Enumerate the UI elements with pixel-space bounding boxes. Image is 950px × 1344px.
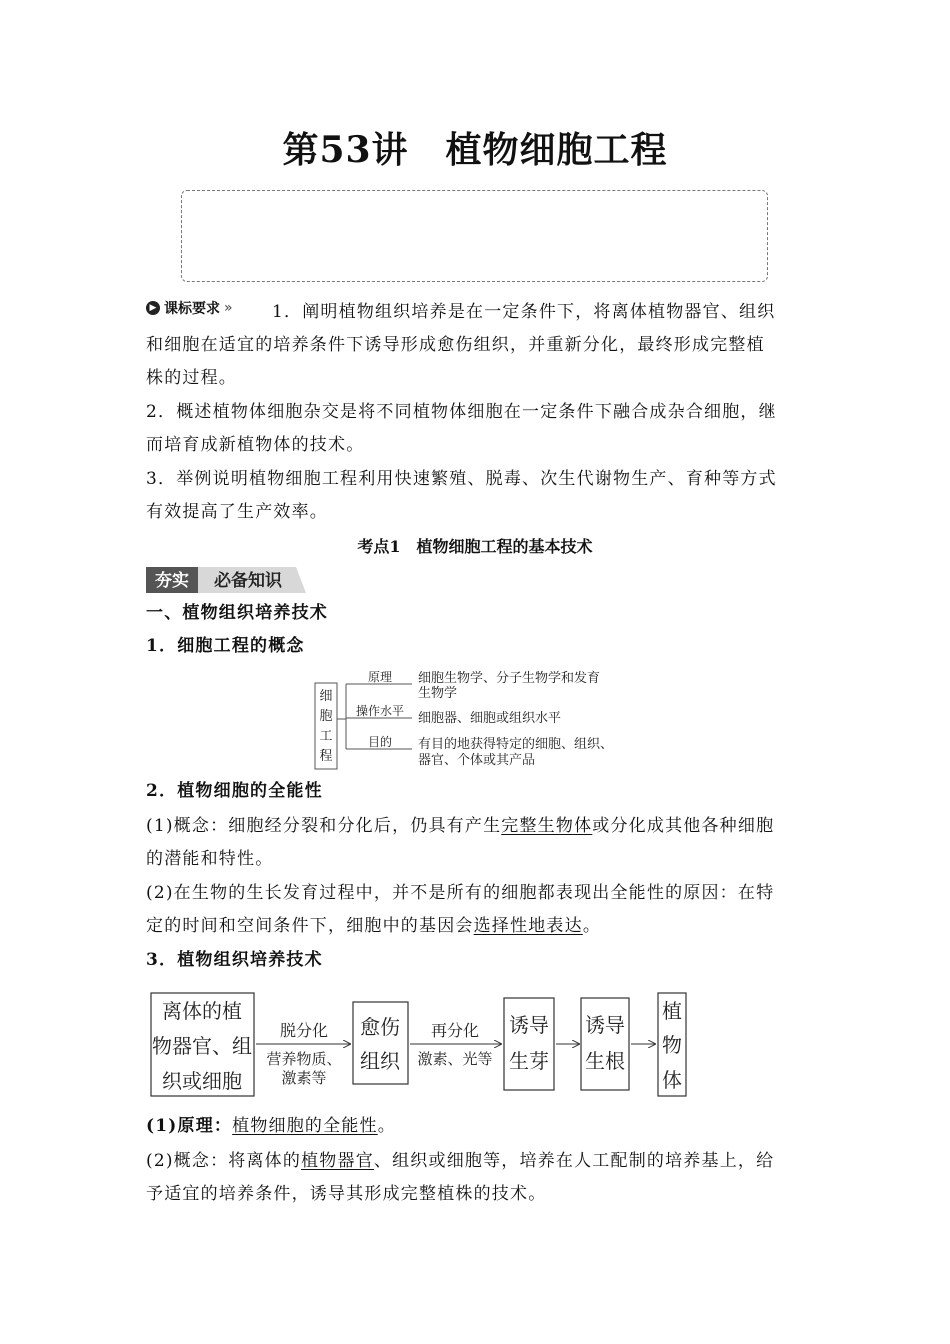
arrow1-top-label: 脱分化 [279,1021,329,1040]
branch-text-purpose-1: 有目的地获得特定的细胞、组织、 [418,737,614,752]
para-2-line-1: (2)在生物的生长发育过程中，并不是所有的细胞都表现出全能性的原因：在特 [146,883,775,903]
double-chevron-icon: » [224,300,233,316]
branch-text-principle-2: 生物学 [418,686,458,701]
box3-line-1: 诱导 [509,1013,549,1037]
branch-text-level-1: 细胞器、细胞或组织水平 [418,711,562,726]
arrow1-bottom-label-2: 激素等 [281,1069,327,1087]
root-char-2: 胞 [319,709,333,724]
para-3-text-b: 。 [377,1116,396,1136]
para-1-underline: 完整生物体 [501,816,593,836]
arrow2-top-label: 再分化 [430,1021,480,1040]
requirements-tag [146,298,233,318]
root-char-4: 程 [319,749,333,764]
sub-heading-3: 3．植物组织培养技术 [146,950,323,970]
sub-heading-2: 2．植物细胞的全能性 [146,781,323,801]
para-2-underline: 选择性地表达 [473,916,583,936]
req-line-6: 3．举例说明植物细胞工程利用快速繁殖、脱毒、次生代谢物生产、育种等方式 [146,469,777,489]
box5-char-1: 植 [662,999,682,1023]
req-line-5: 而培育成新植物体的技术。 [146,435,365,455]
box5-char-3: 体 [662,1068,682,1092]
para-1-text-a: (1)概念：细胞经分裂和分化后，仍具有产生 [146,816,502,836]
box4-line-2: 生根 [585,1049,625,1073]
para-2-text-b: 定的时间和空间条件下，细胞中的基因会 [146,916,474,936]
branch-label-level: 操作水平 [355,704,405,718]
banner-left: 夯实 [155,571,189,591]
requirements-tag-label: 课标要求 [164,301,220,317]
knowledge-banner [146,567,306,593]
root-char-1: 细 [319,689,333,704]
box2-line-2: 组织 [360,1049,400,1073]
dashed-frame [181,190,768,282]
para-4-text-a: (2)概念：将离体的 [146,1151,302,1171]
page-title: 第53讲 植物细胞工程 [282,129,668,171]
para-2-line-2 [146,910,601,943]
para-3-underline: 植物细胞的全能性 [232,1116,378,1136]
box1-line-3: 织或细胞 [162,1069,242,1093]
branch-text-purpose-2: 器官、个体或其产品 [418,753,536,768]
req-line-1: 1．阐明植物组织培养是在一定条件下，将离体植物器官、组织 [272,302,776,322]
req-line-3: 株的过程。 [146,368,237,388]
para-4-line-1 [146,1145,774,1178]
arrow2-bottom-label: 激素、光等 [417,1050,493,1068]
branch-text-principle-1: 细胞生物学、分子生物学和发育 [418,671,601,686]
box1-line-1: 离体的植 [162,999,242,1023]
branch-label-principle: 原理 [367,670,393,684]
sub-heading-1: 1．细胞工程的概念 [146,636,305,656]
para-3-text-a: (1)原理： [146,1116,233,1136]
heading-1: 一、植物组织培养技术 [146,603,328,623]
para-4-text-b: 、组织或细胞等，培养在人工配制的培养基上，给 [373,1151,775,1171]
arrow1-bottom-label-1: 营养物质、 [266,1050,342,1068]
req-line-7: 有效提高了生产效率。 [146,502,328,522]
branch-label-purpose: 目的 [367,735,393,749]
box2-line-1: 愈伤 [360,1015,400,1039]
para-1-line-1 [146,810,774,843]
root-char-3: 工 [319,729,333,744]
req-line-4: 2．概述植物体细胞杂交是将不同植物体细胞在一定条件下融合成杂合细胞，继 [146,402,777,422]
tissue-culture-flow [146,988,706,1103]
para-4-underline: 植物器官 [301,1151,374,1171]
para-1-line-2: 的潜能和特性。 [146,849,274,869]
cell-engineering-diagram [310,665,670,775]
arrow-right-icon: ▶ [146,301,160,315]
req-line-2: 和细胞在适宜的培养条件下诱导形成愈伤组织，并重新分化，最终形成完整植 [146,335,765,355]
para-2-text-c: 。 [582,916,602,936]
para-4-line-2: 予适宜的培养条件，诱导其形成完整植株的技术。 [146,1184,547,1204]
para-3 [146,1110,396,1143]
box5-char-2: 物 [662,1033,682,1057]
box1-line-2: 物器官、组 [152,1034,252,1058]
banner-right: 必备知识 [214,571,282,591]
para-1-text-b: 或分化成其他各种细胞 [592,816,775,836]
box3-line-2: 生芽 [509,1049,549,1073]
section-title: 考点1 植物细胞工程的基本技术 [357,537,593,556]
box4-line-1: 诱导 [585,1013,625,1037]
